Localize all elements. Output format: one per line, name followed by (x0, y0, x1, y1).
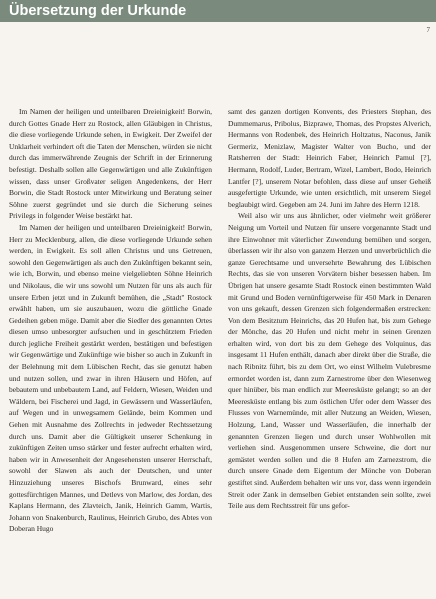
paragraph: Weil also wir uns aus ähnlicher, oder vielmehr weit größerer Neigung um Vorteil und Nutzen für unsere vorgenannte Stadt und ihre Einwohner mit väterlicher Zuwendung bemühen und sorgen, überlassen wir ihr also von ganzem Herzen und unverbrüchlich die ganze Gerechtsame und unversehrte Bewahrung des Lübischen Rechts, das sie von unseren Vorvätern bisher besessen haben. Im Übrigen hat unsere gesamte Stadt Rostock einen bestimmten Wald mit Grund und Boden vernünftigerweise für 450 Mark in Denaren von uns gekauft, dessen Grenzen sich folgendermaßen erstrecken: Von dem Besitztum Heinrichs, das 20 Hufen hat, bis zum Gehege der Mönche, das 20 Hufen und nicht mehr in seinen Grenzen erhalten wird, von dort bis zu dem Gehege des Volquinus, das insgesamt 11 Hufen enthält, danach aber direkt über die Straße, die nach Ribnitz führt, bis zu dem Ort, wo einst Wilhelm Vulebresme ermordet worden ist, dann zum Zarnestrome über den Wiesenweg quer hinüber, bis man endlich zur Meeresküste gelangt; so an der Meeresküste entlang bis zum östlichen Ufer oder dem Wasser des Flusses von Warnemünde, mit aller Nutzung an Weiden, Wiesen, Holzung, Land, Wasser und Wasserläufen, die innerhalb der genannten Grenzen liegen und durch unser Wohlwollen mit verliehen sind. Ausgenommen unsere Schweine, die dort nur gemästet werden sollen und die 8 Hufen am Zarnezstrom, die durch unsere Gnade dem Eigentum der Mönche von Doberan gestiftet sind. Außerdem behalten wir uns vor, dass wenn irgendein Streit oder Zank in demselben Gebiet entstanden sein sollte, zwei Teile aus dem Rechtsstreit für uns gefor- (228, 211, 431, 511)
paragraph: Im Namen der heiligen und unteilbaren Dreieinigkeit! Borwin, durch Gottes Gnade Herr zu Rostock, allen Gläubigen in Christus, die diese vorliegende Urkunde sehen, in Ewigkeit. Der Zweifel der Unklarheit verhindert oft die Taten der Menschen, würden sie nicht durch das immerwährende Zeugnis der Schrift in der Erinnerung befestigt. Deshalb sollen alle Gegenwärtigen und alle Zukünftigen wissen, dass unser Großvater seligen Angedenkens, der Herr Borwin, die Stadt Rostock unter Mitwirkung und Beratung seiner Söhne zuerst gegründet und sie durch die Sicherung seines Privilegs in folgender Weise bestärkt hat. (9, 107, 212, 221)
header-band (0, 0, 436, 22)
page-number: 7 (426, 26, 430, 34)
right-column (228, 106, 431, 512)
page-title: Übersetzung der Urkunde (9, 3, 187, 19)
paragraph: Im Namen der heiligen und unteilbaren Dreieinigkeit! Borwin, Herr zu Mecklenburg, allen, die diese vorliegende Urkunde sehen werden, in Ewigkeit. Es soll allen Christus und uns Getreuen, sowohl den Gegenwärtigen als auch den Zukünftigen bekannt sein, wie ich, Borwin, und ebenso meine vielgeliebten Söhne Heinrich und Nikolaus, die wir uns sowohl um Nutzen für uns als auch für unsere Erben jetzt und in Zukunft bemühen, die „Stadt" Rostock erwählt haben, um sie auszubauen, wozu die göttliche Gnade Gedeihen geben möge. Damit aber die Siedler des genannten Ortes diesen umso unbesorgter aufsuchen und in geschütztem Frieden durch jegliche Freiheit gestärkt werden, bestätigen und befestigen wir Gegenwärtige und Zukünftige wie bisher so auch in Zukunft in der Belehnung mit dem Lübischen Recht, das sie genutzt haben und nutzen sollen, und zwar in ihren Häusern und Höfen, auf bebautem und unbebautem Land, auf Feldern, Wiesen, Weiden und Wäldern, bei Fischerei und Jagd, in Gewässern und Wasserläufen, auf Wegen und in unwegsamem Gelände, beim Kommen und Gehen mit Ausnahme des Zollrechts in jedweder Rechtssetzung durch uns. Damit aber die Gültigkeit unserer Schenkung in zukünftigen Zeiten umso stärker und fester aufrecht erhalten wird, haben wir in Anwesenheit der Angesehensten unserer Herrschaft, sowohl der Slawen als auch der Deutschen, und unter Hinzuziehung unseres Bischofs Brunward, eines sehr gottesfürchtigen Mannes, und Detlevs von Marlow, des Jordan, des Kaplans Hermann, des Zlavteich, Janik, Heinrich Gamm, Wartis, Johann von Snakenburch, Raulinus, Heinrich Grubo, des Abtes von Doberan Hugo (9, 222, 212, 534)
paragraph: samt des ganzen dortigen Konvents, des Priesters Stephan, des Dummemarus, Pribolus, Bizprawe, Thomas, des Propstes Alverich, Hermanns von Rodenbek, des Heinrich Holtzatus, Naconus, Janik Germeriz, Menizlaw, Magister Walter von Bucho, und der Ratsherren der Stadt: Heinrich Faber, Heinrich Pamul [?], Hermann, Rodolf, Luder, Bertram, Wizel, Lambert, Bodo, Heinrich Lantfer [?], unserem Notar befohlen, dass diese auf unser Geheiß ausgefertigte Urkunde, wie unten ersichtlich, mit unserem Siegel beglaubigt wird. Gegeben am 24. Juni im Jahre des Herrn 1218. (228, 107, 431, 209)
left-column (9, 106, 212, 535)
